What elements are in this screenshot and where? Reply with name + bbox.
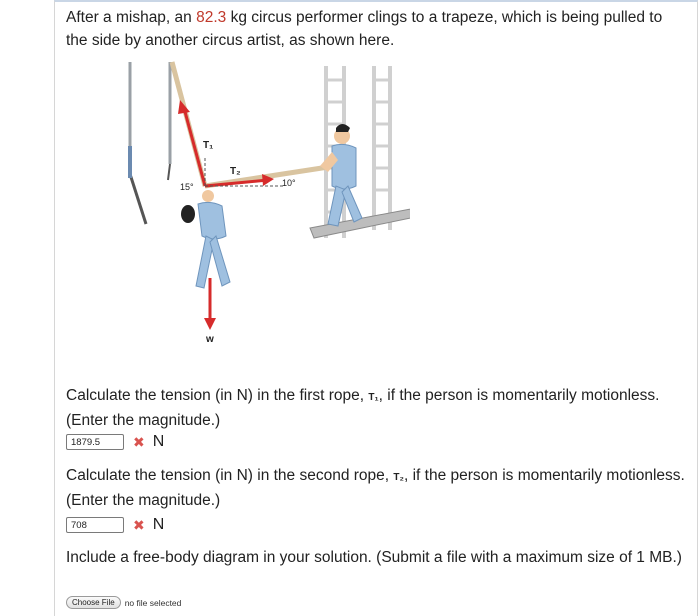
question-3-text: Include a free-body diagram in your solution. (Submit a file with a maximum size of 1 MB.) bbox=[66, 549, 682, 566]
question-2-text: Calculate the tension (in N) in the second rope, T₂, if the person is momentarily motionless. (Enter the magnitude.) bbox=[66, 467, 685, 509]
tension-1-input[interactable] bbox=[66, 434, 124, 450]
problem-intro: After a mishap, an 82.3 kg circus performer clings to a trapeze, which is being pulled to the side by another circus artist, as shown here. bbox=[66, 9, 663, 49]
tension-2-input[interactable] bbox=[66, 517, 124, 533]
label-t2: T₂ bbox=[230, 166, 241, 177]
choose-file-button[interactable]: Choose File bbox=[66, 596, 121, 609]
incorrect-icon: ✖ bbox=[133, 516, 145, 533]
label-w: w bbox=[206, 334, 214, 345]
mass-value: 82.3 bbox=[196, 9, 227, 26]
file-status: no file selected bbox=[124, 597, 182, 608]
incorrect-icon: ✖ bbox=[133, 433, 145, 450]
t1-vector: T₁ bbox=[368, 392, 379, 403]
answer-row-2 bbox=[66, 515, 164, 535]
angle-15: 15° bbox=[180, 182, 194, 192]
unit-label: N bbox=[152, 516, 165, 533]
unit-label: N bbox=[152, 433, 165, 450]
file-upload bbox=[66, 596, 181, 609]
trapeze-figure bbox=[110, 56, 410, 356]
answer-row-1 bbox=[66, 432, 164, 452]
question-1-text: Calculate the tension (in N) in the first rope, T₁, if the person is momentarily motionless. (Enter the magnitude.) bbox=[66, 387, 660, 429]
label-t1: T₁ bbox=[203, 140, 214, 151]
angle-10: 10° bbox=[282, 178, 296, 188]
t2-vector: T₂ bbox=[393, 472, 404, 483]
